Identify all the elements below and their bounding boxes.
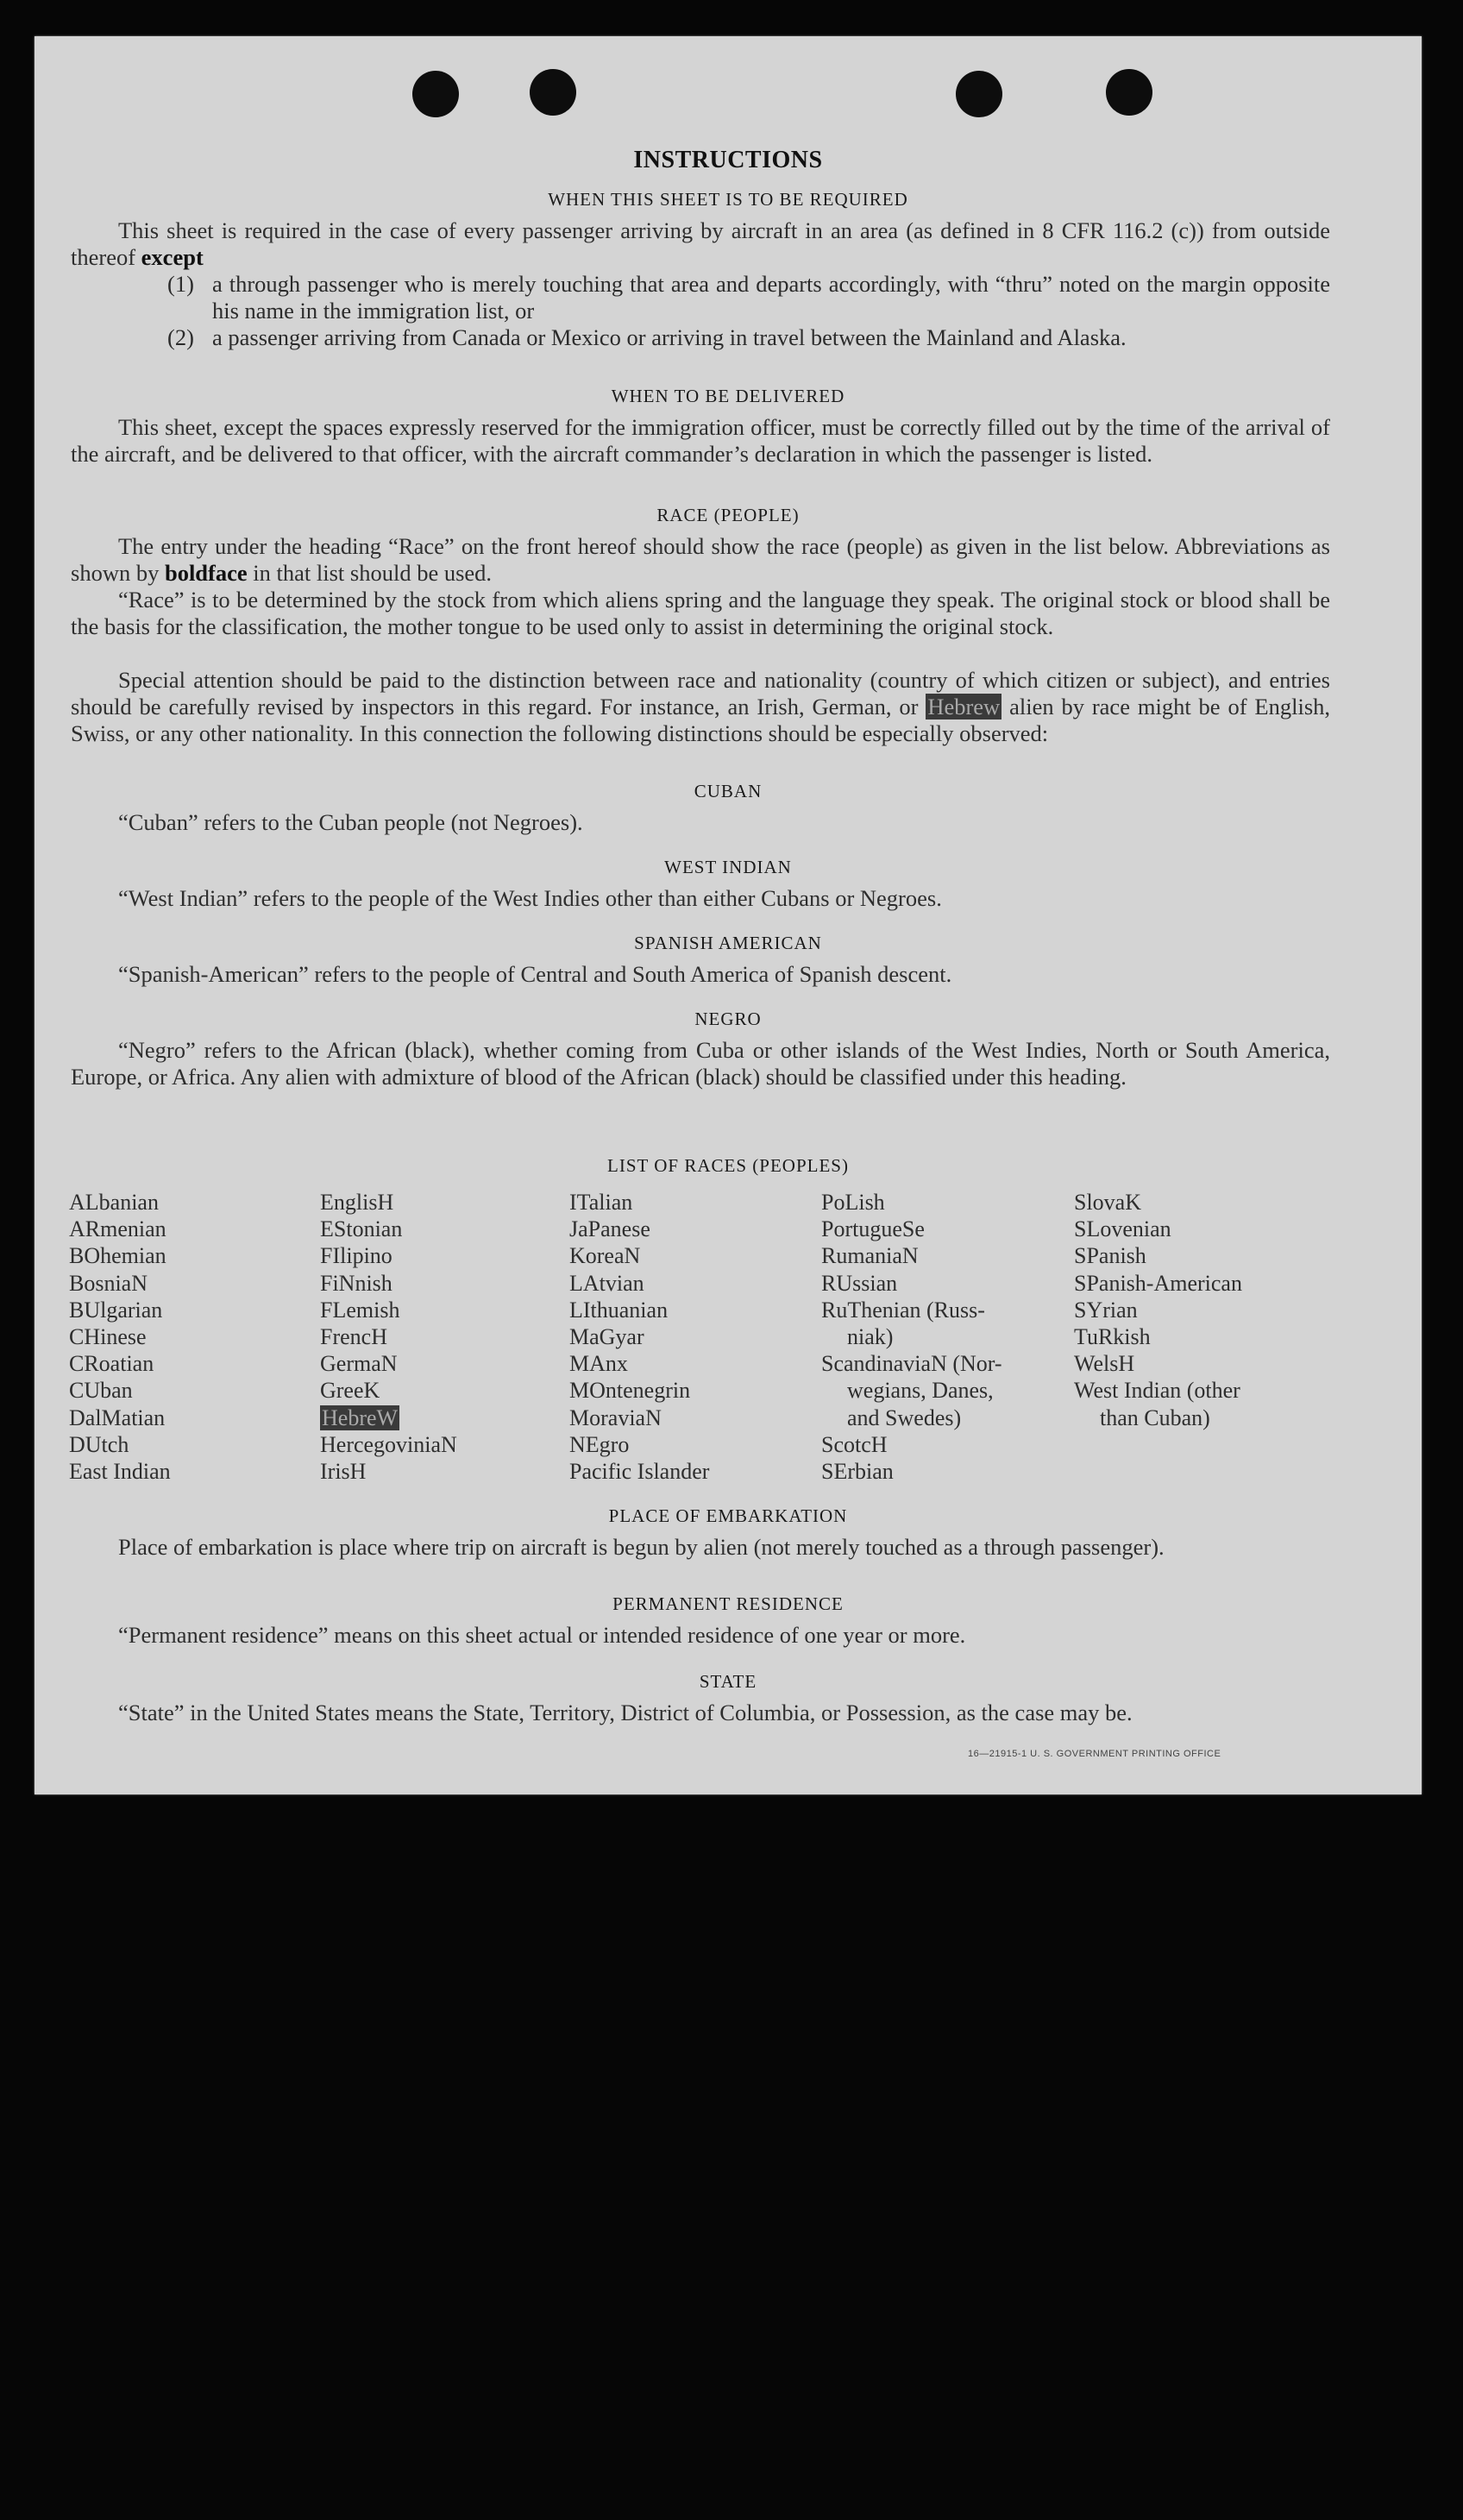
race-text: “Race” is to be determined by the stock from which aliens spring and the language they speak. The original stock or blood shall be the basis for the classification, the mother tongue to be used only to assist in determining the original stock. — [71, 587, 1330, 639]
race-column-5 — [1074, 1189, 1324, 1431]
intro-text: This sheet is required in the case of every passenger arriving by aircraft in an area (as defined in 8 CFR 116.2 (c)) from outside thereof — [71, 217, 1330, 270]
embarkation-text: Place of embarkation is place where trip on aircraft is begun by alien (not merely touched as a through passenger). — [118, 1534, 1165, 1560]
race-entry: MoraviaN — [569, 1405, 662, 1430]
punch-hole — [956, 71, 1002, 117]
paragraph-spanish-american — [71, 961, 1330, 988]
race-entry: LAtvian — [569, 1270, 644, 1296]
race-entry: MaGyar — [569, 1324, 644, 1350]
punch-hole — [1106, 69, 1152, 116]
item-number: (2) — [167, 324, 194, 350]
heading-cuban: CUBAN — [694, 781, 763, 801]
race-entry — [320, 1405, 570, 1431]
race-entry: East Indian — [69, 1459, 171, 1485]
race-entry: Pacific Islander — [569, 1459, 710, 1485]
paragraph-race-1 — [71, 533, 1330, 587]
race-entry: CRoatian — [69, 1351, 154, 1377]
paragraph-race-3 — [71, 667, 1330, 747]
heading-race: RACE (PEOPLE) — [656, 505, 800, 525]
race-entry: and Swedes) — [847, 1405, 962, 1430]
race-entry: DUtch — [69, 1431, 129, 1457]
heading-permanent-residence: PERMANENT RESIDENCE — [612, 1593, 844, 1614]
race-entry: PortugueSe — [821, 1216, 925, 1242]
race-entry: SPanish-American — [1074, 1270, 1242, 1296]
race-entry: LIthuanian — [569, 1297, 669, 1323]
delivered-text: This sheet, except the spaces expressly reserved for the immigration officer, must be correctly filled out by the time of the arrival of the aircraft, and be delivered to that officer, with the aircraft commander’s declaration in which the passenger is listed. — [71, 414, 1330, 467]
spanish-american-text: “Spanish-American” refers to the people of Central and South America of Spanish descent. — [118, 961, 952, 987]
race-entry: MAnx — [569, 1351, 628, 1377]
paragraph-state — [71, 1700, 1330, 1726]
race-bold: boldface — [164, 560, 248, 586]
west-indian-text: “West Indian” refers to the people of the West Indies other than either Cubans or Negroes. — [118, 885, 942, 911]
race-entry: wegians, Danes, — [847, 1378, 994, 1404]
race-entry: West Indian (other — [1074, 1378, 1240, 1404]
race-entry: SErbian — [821, 1459, 894, 1485]
race-entry: BosniaN — [69, 1270, 148, 1296]
race-entry: SlovaK — [1074, 1190, 1141, 1215]
race-entry: SPanish — [1074, 1243, 1146, 1269]
race-entry: FrencH — [320, 1324, 387, 1350]
race-entry: SLovenian — [1074, 1216, 1171, 1242]
race-column-2 — [320, 1189, 570, 1485]
race-entry: TuRkish — [1074, 1324, 1151, 1350]
negro-text: “Negro” refers to the African (black), whether coming from Cuba or other islands of the West Indies, North or South America, Europe, or Africa. Any alien with admixture of blood of the African (black) should be classified under this heading. — [71, 1037, 1330, 1090]
race-entry: EnglisH — [320, 1190, 394, 1215]
heading-when-required: WHEN THIS SHEET IS TO BE REQUIRED — [548, 189, 908, 210]
heading-spanish-american: SPANISH AMERICAN — [634, 933, 822, 953]
heading-west-indian: WEST INDIAN — [664, 857, 792, 877]
race-entry: BUlgarian — [69, 1297, 163, 1323]
race-entry: RumaniaN — [821, 1243, 919, 1269]
heading-negro: NEGRO — [694, 1009, 762, 1029]
residence-text: “Permanent residence” means on this sheet actual or intended residence of one year or more. — [118, 1622, 966, 1648]
highlighted-word: Hebrew — [927, 694, 1001, 720]
race-entry: RUssian — [821, 1270, 898, 1296]
paragraph-negro — [71, 1037, 1330, 1090]
race-entry: JaPanese — [569, 1216, 650, 1242]
item-text: a through passenger who is merely touching that area and departs accordingly, with “thru” noted on the margin opposite his name in the immigration list, or — [212, 271, 1330, 324]
race-entry: PoLish — [821, 1190, 885, 1215]
race-text: alien by race might be of English, Swiss, or any other nationality. In this connection the following distinctions should be especially observed: — [71, 694, 1331, 746]
race-entry: ScotcH — [821, 1431, 888, 1457]
paragraph-cuban — [71, 809, 1330, 836]
item-text: a passenger arriving from Canada or Mexico or arriving in travel between the Mainland and Alaska. — [212, 324, 1127, 350]
print-footer: 16—21915-1 U. S. GOVERNMENT PRINTING OFFICE — [968, 1749, 1221, 1759]
paragraph-west-indian — [71, 885, 1330, 912]
heading-place-of-embarkation: PLACE OF EMBARKATION — [608, 1505, 848, 1526]
paragraph-when-required — [71, 217, 1330, 271]
race-entry: KoreaN — [569, 1243, 641, 1269]
punch-hole — [530, 69, 576, 116]
race-entry: GermaN — [320, 1351, 398, 1377]
race-column-4 — [821, 1189, 1071, 1485]
race-entry: FLemish — [320, 1297, 400, 1323]
instruction-sheet — [35, 36, 1422, 1794]
race-entry: WelsH — [1074, 1351, 1135, 1377]
paragraph-embarkation — [71, 1534, 1330, 1561]
page-title: INSTRUCTIONS — [633, 147, 823, 173]
race-entry: FIlipino — [320, 1243, 392, 1269]
paragraph-residence — [71, 1622, 1330, 1649]
heading-when-delivered: WHEN TO BE DELIVERED — [611, 386, 845, 406]
heading-list-of-races: LIST OF RACES (PEOPLES) — [607, 1155, 849, 1176]
paragraph-when-delivered — [71, 414, 1330, 468]
race-entry: BOhemian — [69, 1243, 166, 1269]
item-number: (1) — [167, 271, 194, 297]
highlighted-word: HebreW — [322, 1405, 399, 1430]
race-entry: CUban — [69, 1378, 133, 1404]
race-column-3 — [569, 1189, 819, 1485]
race-text: The entry under the heading “Race” on the front hereof should show the race (people) as given in the list below. Abbreviations as shown by — [71, 533, 1330, 586]
race-entry: MOntenegrin — [569, 1378, 691, 1404]
race-entry: than Cuban) — [1100, 1405, 1210, 1430]
race-entry: niak) — [847, 1324, 894, 1350]
race-entry: ARmenian — [69, 1216, 166, 1242]
state-text: “State” in the United States means the State, Territory, District of Columbia, or Possession, as the case may be. — [118, 1700, 1133, 1725]
race-entry: ITalian — [569, 1190, 633, 1215]
race-entry: HercegoviniaN — [320, 1431, 457, 1457]
race-entry: FiNnish — [320, 1270, 392, 1296]
race-column-1 — [69, 1189, 319, 1485]
paragraph-race-2 — [71, 587, 1330, 640]
cuban-text: “Cuban” refers to the Cuban people (not Negroes). — [118, 809, 583, 835]
heading-state: STATE — [699, 1671, 757, 1692]
race-entry: ScandinaviaN (Nor- — [821, 1351, 1002, 1377]
race-entry: IrisH — [320, 1459, 367, 1485]
race-entry: GreeK — [320, 1378, 380, 1404]
race-entry: DalMatian — [69, 1405, 166, 1430]
intro-bold: except — [141, 244, 204, 270]
race-entry: ALbanian — [69, 1190, 159, 1215]
race-entry: RuThenian (Russ- — [821, 1297, 985, 1323]
race-text: in that list should be used. — [253, 560, 493, 586]
race-entry: EStonian — [320, 1216, 403, 1242]
race-entry: SYrian — [1074, 1297, 1138, 1323]
race-entry: NEgro — [569, 1431, 630, 1457]
race-text: Special attention should be paid to the distinction between race and nationality (country of which citizen or subject), and entries should be carefully revised by inspectors in this regard. For instance, an Irish, German, or — [71, 667, 1330, 720]
punch-hole — [412, 71, 459, 117]
race-entry: CHinese — [69, 1324, 147, 1350]
